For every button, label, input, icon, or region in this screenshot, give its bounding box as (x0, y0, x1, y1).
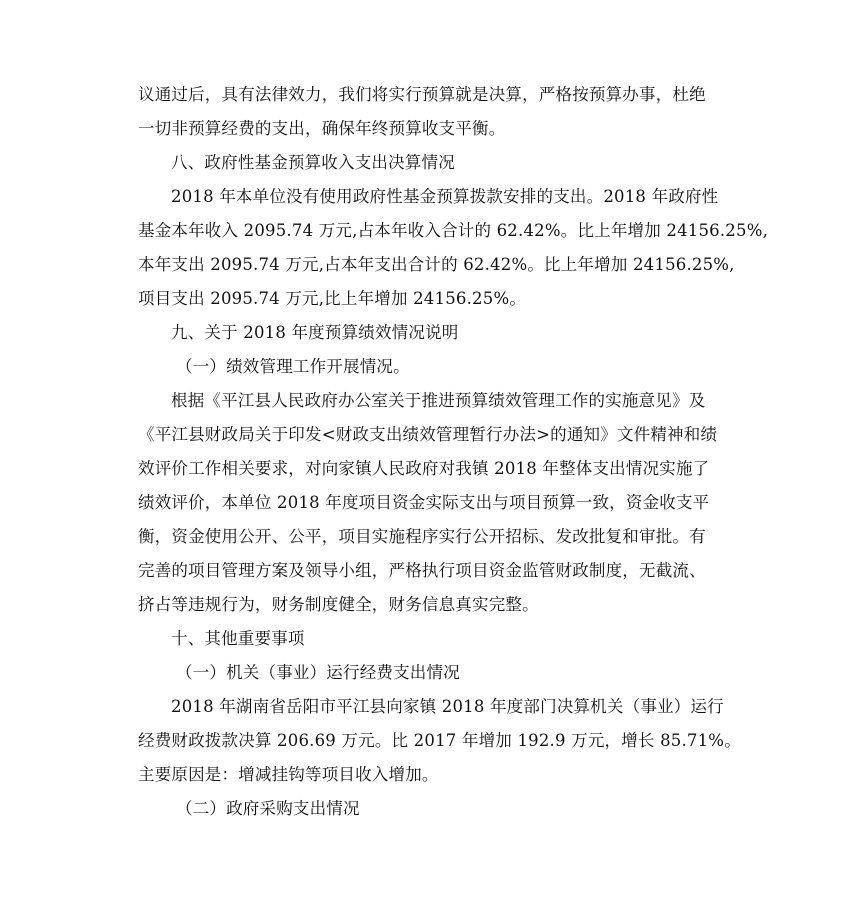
subsection-heading: （一）绩效管理工作开展情况。 (176, 357, 410, 376)
text-line: 本年支出 2095.74 万元,占本年支出合计的 62.42%。比上年增加 24156.25%, (138, 255, 735, 274)
subsection-heading: （一）机关（事业）运行经费支出情况 (176, 663, 460, 682)
text-line: 挤占等违规行为，财务制度健全，财务信息真实完整。 (138, 595, 539, 614)
text-line: 主要原因是：增减挂钩等项目收入增加。 (138, 765, 439, 784)
section-heading: 八、政府性基金预算收入支出决算情况 (171, 153, 455, 172)
section-heading: 九、关于 2018 年度预算绩效情况说明 (171, 323, 459, 342)
text-line: 基金本年收入 2095.74 万元,占本年收入合计的 62.42%。比上年增加 24156.25%, (138, 221, 769, 240)
text-line: 完善的项目管理方案及领导小组，严格执行项目资金监管财政制度，无截流、 (138, 561, 706, 580)
text-line: 绩效评价，本单位 2018 年度项目资金实际支出与项目预算一致，资金收支平 (138, 493, 710, 512)
text-line: 2018 年湖南省岳阳市平江县向家镇 2018 年度部门决算机关（事业）运行 (171, 697, 724, 716)
section-heading: 十、其他重要事项 (171, 629, 305, 648)
text-line: 《平江县财政局关于印发<财政支出绩效管理暂行办法>的通知》文件精神和绩 (138, 425, 718, 444)
text-line: 效评价工作相关要求，对向家镇人民政府对我镇 2018 年整体支出情况实施了 (138, 459, 710, 478)
text-line: 项目支出 2095.74 万元,比上年增加 24156.25%。 (138, 289, 527, 308)
text-line: 一切非预算经费的支出，确保年终预算收支平衡。 (138, 119, 506, 138)
text-line: 衡，资金使用公开、公平，项目实施程序实行公开招标、发改批复和审批。有 (138, 527, 706, 546)
text-line: 根据《平江县人民政府办公室关于推进预算绩效管理工作的实施意见》及 (171, 391, 706, 410)
text-line: 经费财政拨款决算 206.69 万元。比 2017 年增加 192.9 万元，增长 85.71%。 (138, 731, 741, 750)
text-line: 2018 年本单位没有使用政府性基金预算拨款安排的支出。2018 年政府性 (171, 187, 719, 206)
text-line: 议通过后，具有法律效力，我们将实行预算就是决算，严格按预算办事，杜绝 (138, 85, 706, 104)
subsection-heading: （二）政府采购支出情况 (176, 799, 360, 818)
